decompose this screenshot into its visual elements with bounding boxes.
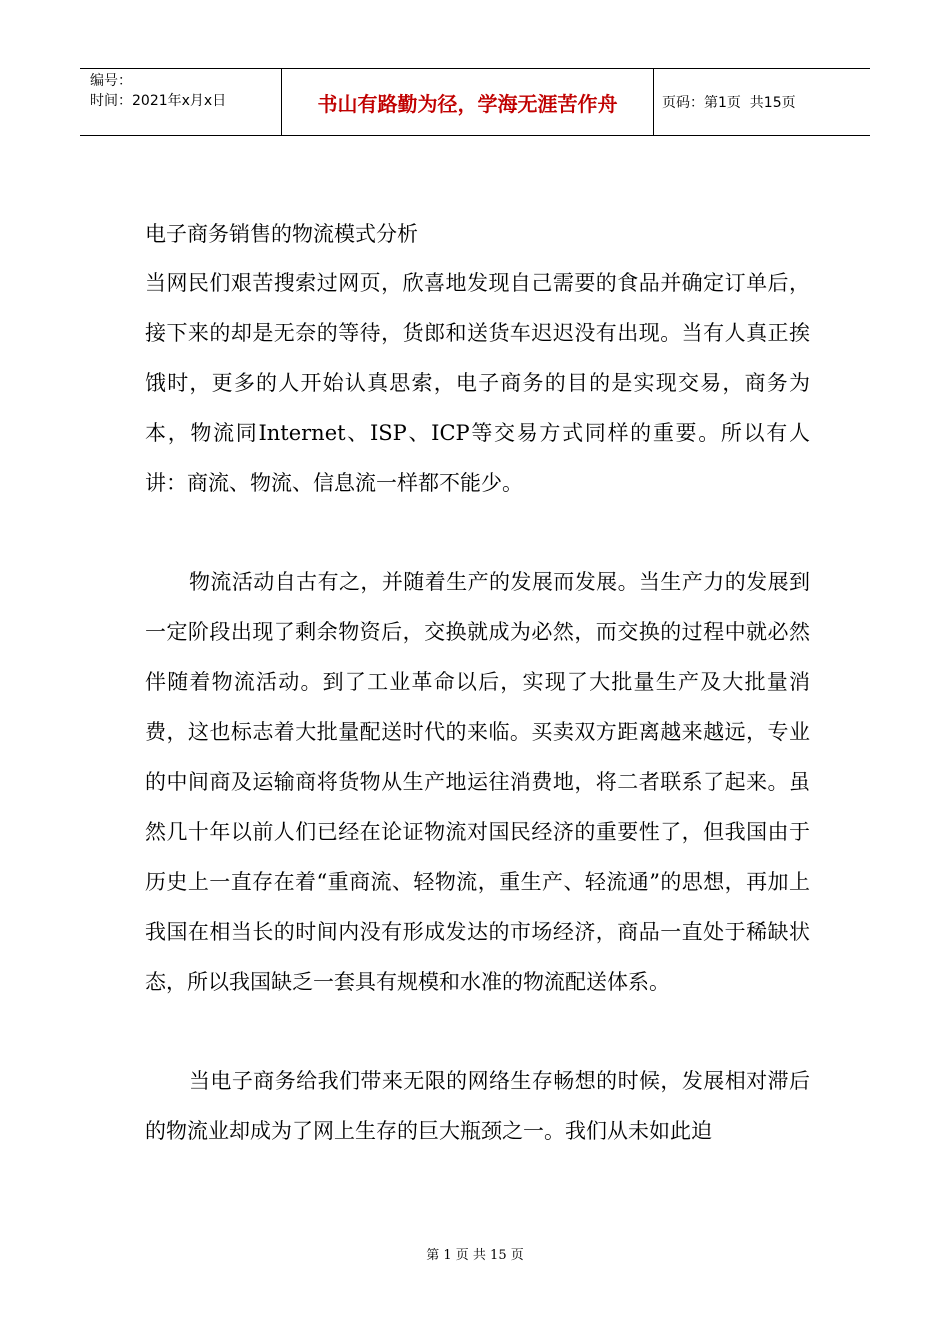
page-footer: 第 1 页 共 15 页 — [426, 1248, 524, 1263]
header-meta-cell — [80, 69, 282, 135]
document-title: 电子商务销售的物流模式分析 — [145, 222, 418, 246]
paragraph-3: 当电子商务给我们带来无限的网络生存畅想的时候，发展相对滞后的物流业却成为了网上生存的巨大瓶颈之一。我们从未如此迫 — [145, 1069, 810, 1143]
header-page-cell — [654, 69, 870, 135]
motto-text: 书山有路勤为径，学海无涯苦作舟 — [317, 91, 618, 116]
serial-number-label: 编号： — [90, 73, 132, 89]
page-info-text: 页码：第1页 共15页 — [662, 95, 796, 111]
document-body — [145, 214, 810, 1156]
header-table — [80, 68, 870, 136]
paragraph-2: 物流活动自古有之，并随着生产的发展而发展。当生产力的发展到一定阶段出现了剩余物资后，交换就成为必然，而交换的过程中就必然伴随着物流活动。到了工业革命以后，实现了大批量生产及大批量消费，这也标志着大批量配送时代的来临。买卖双方距离越来越远，专业的中间商及运输商将货物从生产地运往消费地，将二者联系了起来。虽然几十年以前人们已经在论证物流对国民经济的重要性了，但我国由于历史上一直存在着“重商流、轻物流，重生产、轻流通”的思想，再加上我国在相当长的时间内没有形成发达的市场经济，商品一直处于稀缺状态，所以我国缺乏一套具有规模和水准的物流配送体系。 — [145, 570, 810, 994]
paragraph-1: 当网民们艰苦搜索过网页，欣喜地发现自己需要的食品并确定订单后，接下来的却是无奈的等待，货郎和送货车迟迟没有出现。当有人真正挨饿时，更多的人开始认真思索，电子商务的目的是实现交易，商务为本，物流同Internet、ISP、ICP等交易方式同样的重要。所以有人讲：商流、物流、信息流一样都不能少。 — [145, 271, 810, 495]
header-motto-cell — [282, 69, 654, 135]
time-label: 时间：2021年x月x日 — [90, 93, 227, 109]
